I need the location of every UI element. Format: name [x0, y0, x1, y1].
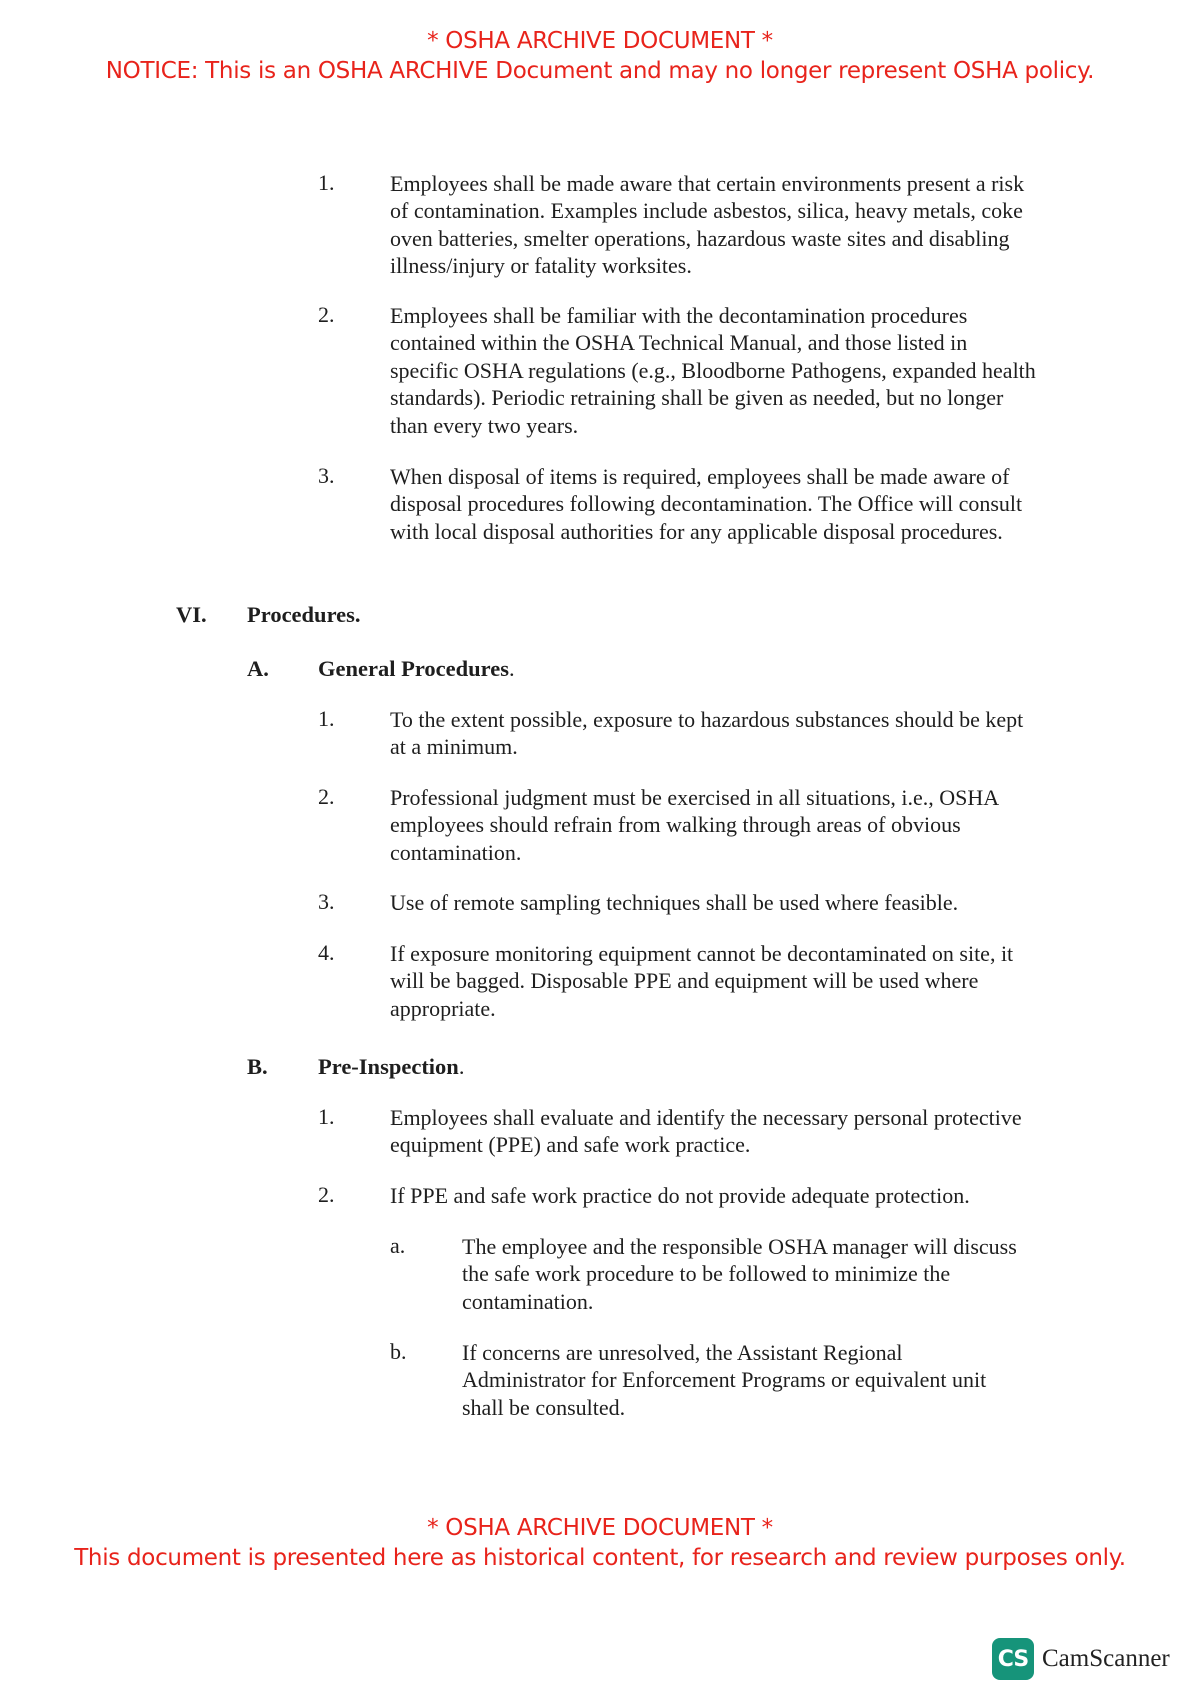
sub-item-text: The employee and the responsible OSHA manager will discuss the safe work procedure to be followed to minimize the contamination. [462, 1234, 1017, 1314]
section-title: Procedures. [247, 602, 361, 627]
subsection-label: B. [247, 1054, 268, 1079]
list-item [318, 302, 1038, 439]
subsection-title-period: . [458, 1054, 465, 1079]
item-number: 2. [318, 302, 335, 327]
sub-item-letter: a. [390, 1233, 406, 1258]
camscanner-icon: CS [992, 1638, 1034, 1680]
archive-title: * OSHA ARCHIVE DOCUMENT * [427, 28, 773, 54]
archive-notice: NOTICE: This is an OSHA ARCHIVE Document and may no longer represent OSHA policy. [105, 58, 1095, 84]
item-number: 2. [318, 1182, 335, 1207]
item-text: Employees shall be made aware that certain environments present a risk of contamination. Examples include asbestos, silica, heavy metals, coke oven batteries, smelter operations, hazardous waste sites and disabling illness/injury or fatality worksites. [390, 171, 1025, 279]
item-number: 1. [318, 170, 335, 195]
camscanner-label: CamScanner [1042, 1645, 1170, 1672]
item-number: 3. [318, 463, 335, 488]
camscanner-watermark [992, 1638, 1170, 1680]
sub-item-letter: b. [390, 1339, 407, 1364]
sub-list-item [390, 1339, 1030, 1421]
list-item [318, 1182, 1038, 1209]
item-text: To the extent possible, exposure to hazardous substances should be kept at a minimum. [390, 707, 1024, 760]
item-text: Professional judgment must be exercised in all situations, i.e., OSHA employees should refrain from walking through areas of obvious contamination. [390, 785, 998, 865]
item-text: Employees shall evaluate and identify the necessary personal protective equipment (PPE) and safe work practice. [390, 1105, 1022, 1158]
list-item [318, 706, 1038, 761]
item-text: If exposure monitoring equipment cannot be decontaminated on site, it will be bagged. Disposable PPE and equipment will be used where appropriate. [390, 941, 1014, 1021]
list-item [318, 784, 1038, 866]
item-text: If PPE and safe work practice do not provide adequate protection. [390, 1183, 970, 1208]
list-item [318, 1104, 1038, 1159]
section-label: VI. [176, 602, 207, 627]
list-item [318, 889, 1038, 916]
subsection-title: General Procedures [318, 656, 509, 681]
list-item [318, 463, 1038, 545]
list-item [318, 170, 1038, 280]
sub-item-text: If concerns are unresolved, the Assistant Regional Administrator for Enforcement Programs or equivalent unit shall be consulted. [462, 1340, 987, 1420]
item-text: Employees shall be familiar with the decontamination procedures contained within the OSHA Technical Manual, and those listed in specific OSHA regulations (e.g., Bloodborne Pathogens, expanded health standards). Periodic retraining shall be given as needed, but no longer than every two years. [390, 303, 1036, 438]
subsection-label: A. [247, 656, 269, 681]
item-number: 1. [318, 706, 335, 731]
list-item [318, 940, 1038, 1022]
item-text: When disposal of items is required, employees shall be made aware of disposal procedures following decontamination. The Office will consult with local disposal authorities for any applicable disposal procedures. [390, 464, 1023, 544]
archive-footer-title: * OSHA ARCHIVE DOCUMENT * [427, 1515, 773, 1541]
sub-list-item [390, 1233, 1030, 1315]
item-text: Use of remote sampling techniques shall be used where feasible. [390, 890, 959, 915]
subsection-title-period: . [509, 656, 515, 681]
item-number: 2. [318, 784, 335, 809]
subsection-title: Pre-Inspection [318, 1054, 459, 1079]
archive-footer-notice: This document is presented here as historical content, for research and review purposes only. [74, 1545, 1126, 1571]
item-number: 4. [318, 940, 335, 965]
item-number: 1. [318, 1104, 335, 1129]
archive-footer [0, 1513, 1200, 1573]
item-number: 3. [318, 889, 335, 914]
